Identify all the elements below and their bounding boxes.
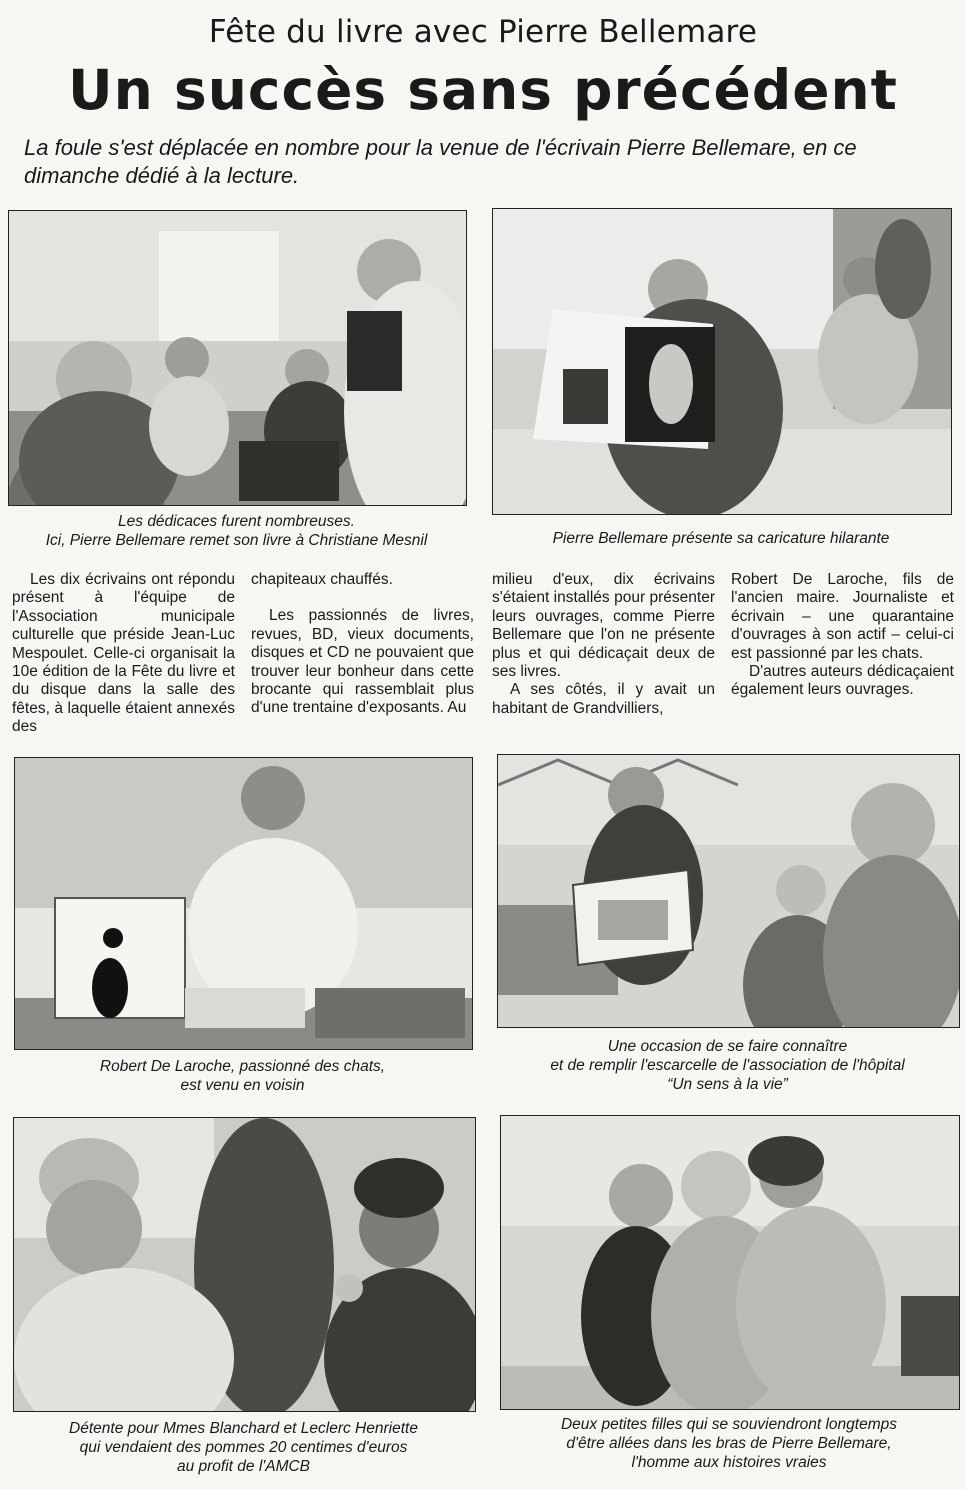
photo-hospital-association — [497, 754, 960, 1028]
body-paragraph: A ses côtés, il y avait un habitant de Grandvilliers, — [492, 681, 715, 717]
body-column-2 — [251, 571, 474, 718]
caption-photo-2-line: Pierre Bellemare présente sa caricature hilarante — [552, 530, 890, 547]
photo-book-signing — [8, 210, 467, 506]
caption-photo-4-line: et de remplir l'escarcelle de l'association de l'hôpital — [550, 1057, 905, 1074]
article-headline: Un succès sans précédent — [68, 58, 898, 122]
article-kicker: Fête du livre avec Pierre Bellemare — [208, 14, 758, 50]
body-column-1 — [12, 571, 235, 737]
caption-photo-6-line: l'homme aux histoires vraies — [631, 1454, 827, 1471]
body-paragraph: chapiteaux chauffés. — [251, 571, 393, 588]
body-column-4 — [731, 571, 954, 700]
caption-photo-5-line: qui vendaient des pommes 20 centimes d'euros — [79, 1439, 408, 1456]
photo-two-little-girls — [500, 1115, 960, 1410]
caption-photo-3 — [14, 1057, 471, 1095]
caption-photo-1 — [8, 512, 465, 550]
caption-photo-5 — [13, 1419, 474, 1476]
caption-photo-4 — [497, 1037, 958, 1094]
photo-caricature — [492, 208, 952, 515]
caption-photo-6-line: d'être allées dans les bras de Pierre Bellemare, — [566, 1435, 892, 1452]
caption-photo-1-line: Ici, Pierre Bellemare remet son livre à Christiane Mesnil — [45, 532, 428, 549]
caption-photo-6 — [500, 1415, 958, 1472]
body-paragraph: Les dix écrivains ont répondu présent à l'équipe de l'Association municipale culturelle que préside Jean-Luc Mespoulet. Celle-ci organisait la 10e édition de la Fête du livre et du disque dans la salle des fêtes, à laquelle étaient annexés des — [12, 571, 235, 736]
caption-photo-4-line: Une occasion de se faire connaître — [607, 1038, 848, 1055]
body-paragraph: milieu d'eux, dix écrivains s'étaient installés pour présenter leurs ouvrages, comme Pierre Bellemare que l'on ne présente plus et qui dédicaçait deux de ses livres. — [492, 571, 715, 681]
body-paragraph: D'autres auteurs dédicaçaient également leurs ouvrages. — [731, 663, 954, 699]
photo-robert-de-laroche — [14, 757, 473, 1050]
body-paragraph: Robert De Laroche, fils de l'ancien maire. Journaliste et écrivain – une quarantaine d'ouvrages à son actif – celui-ci est passionné par les chats. — [731, 571, 954, 662]
article-lede: La foule s'est déplacée en nombre pour la venue de l'écrivain Pierre Bellemare, en ce dimanche dédié à la lecture. — [24, 135, 857, 188]
photo-apple-sellers — [13, 1117, 476, 1412]
caption-photo-3-line: est venu en voisin — [180, 1077, 305, 1094]
caption-photo-6-line: Deux petites filles qui se souviendront longtemps — [560, 1416, 898, 1433]
body-column-3 — [492, 571, 715, 718]
body-paragraph: Les passionnés de livres, revues, BD, vieux documents, disques et CD ne pouvaient que trouver leur bonheur dans cette brocante qui rassemblait plus d'une trentaine d'exposants. Au — [251, 607, 474, 717]
caption-photo-5-line: au profit de l'AMCB — [176, 1458, 311, 1475]
caption-photo-4-line: “Un sens à la vie” — [667, 1076, 788, 1093]
caption-photo-3-line: Robert De Laroche, passionné des chats, — [99, 1058, 386, 1075]
caption-photo-2 — [492, 529, 950, 548]
caption-photo-1-line: Les dédicaces furent nombreuses. — [118, 513, 355, 530]
caption-photo-5-line: Détente pour Mmes Blanchard et Leclerc Henriette — [69, 1420, 418, 1437]
